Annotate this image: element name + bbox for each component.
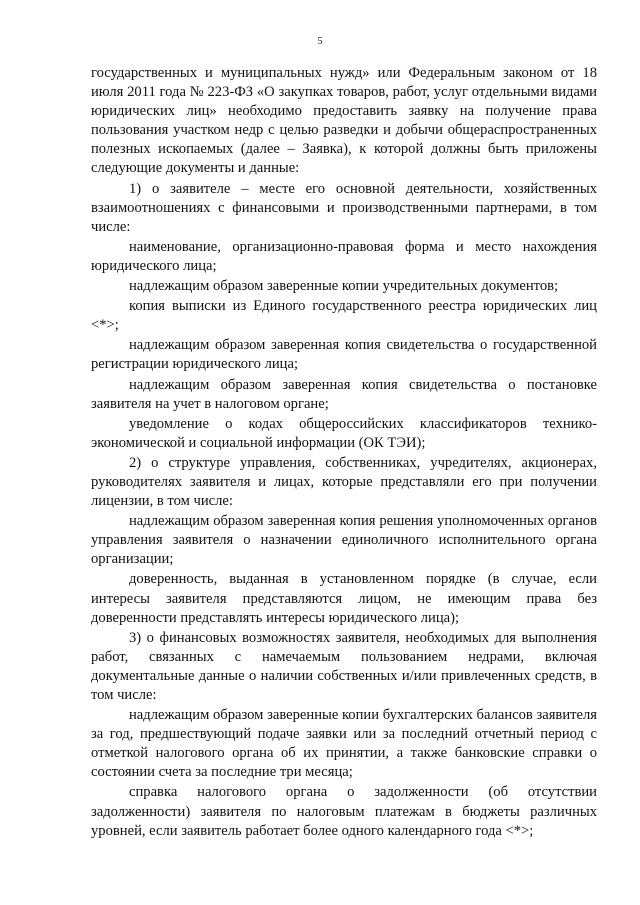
paragraph: копия выписки из Единого государственного реестра юридических лиц <*>; — [91, 298, 597, 334]
paragraph: надлежащим образом заверенные копии учредительных документов; — [129, 278, 559, 295]
paragraph: справка налогового органа о задолженности (об отсутствии задолженности) заявителя по налоговым платежам в бюджеты различных уровней, если заявитель работает более одного календарного года <*>; — [91, 784, 597, 839]
paragraph-item-2: 2) о структуре управления, собственниках, учредителях, акционерах, руководителях заявителя и лицах, которые представляли его при получении лицензии, в том числе: — [91, 454, 597, 510]
paragraph: надлежащим образом заверенная копия свидетельства о государственной регистрации юридического лица; — [91, 337, 597, 373]
paragraph-intro: государственных и муниципальных нужд» или Федеральным законом от 18 июля 2011 года № 223-ФЗ «О закупках товаров, работ, услуг отдельными видами юридических лиц» необходимо предоставить заявку на получение права пользования участком недр с целью разведки и добычи общераспространенных полезных ископаемых (далее – Заявка), к которой должны быть приложены следующие документы и данные: — [91, 65, 597, 177]
paragraph-item-3: 3) о финансовых возможностях заявителя, необходимых для выполнения работ, связанных с намечаемым пользованием недрами, включая документальные данные о наличии собственных и/или привлеченных средств, в том числе: — [91, 629, 597, 703]
paragraph: надлежащим образом заверенная копия свидетельства о постановке заявителя на учет в налоговом органе; — [91, 376, 597, 412]
paragraph: наименование, организационно-правовая форма и место нахождения юридического лица; — [91, 238, 597, 274]
page-number: 5 — [317, 36, 323, 47]
paragraph: уведомление о кодах общероссийских классификаторов технико-экономической и социальной информации (ОК ТЭИ); — [91, 415, 597, 451]
paragraph: надлежащим образом заверенные копии бухгалтерских балансов заявителя за год, предшествующий подаче заявки или за последний отчетный период с отметкой налогового органа об их принятии, а также банковские справки о состоянии счета за последние три месяца; — [91, 707, 597, 781]
paragraph-item-1: 1) о заявителе – месте его основной деятельности, хозяйственных взаимоотношениях с финансовыми и производственными партнерами, в том числе: — [91, 180, 597, 235]
paragraph: надлежащим образом заверенная копия решения уполномоченных органов управления заявителя о назначении единоличного исполнительного органа организации; — [91, 513, 597, 568]
paragraph: доверенность, выданная в установленном порядке (в случае, если интересы заявителя представляются лицом, не имеющим права без доверенности представлять интересы юридического лица); — [91, 571, 597, 626]
document-body — [91, 64, 597, 842]
